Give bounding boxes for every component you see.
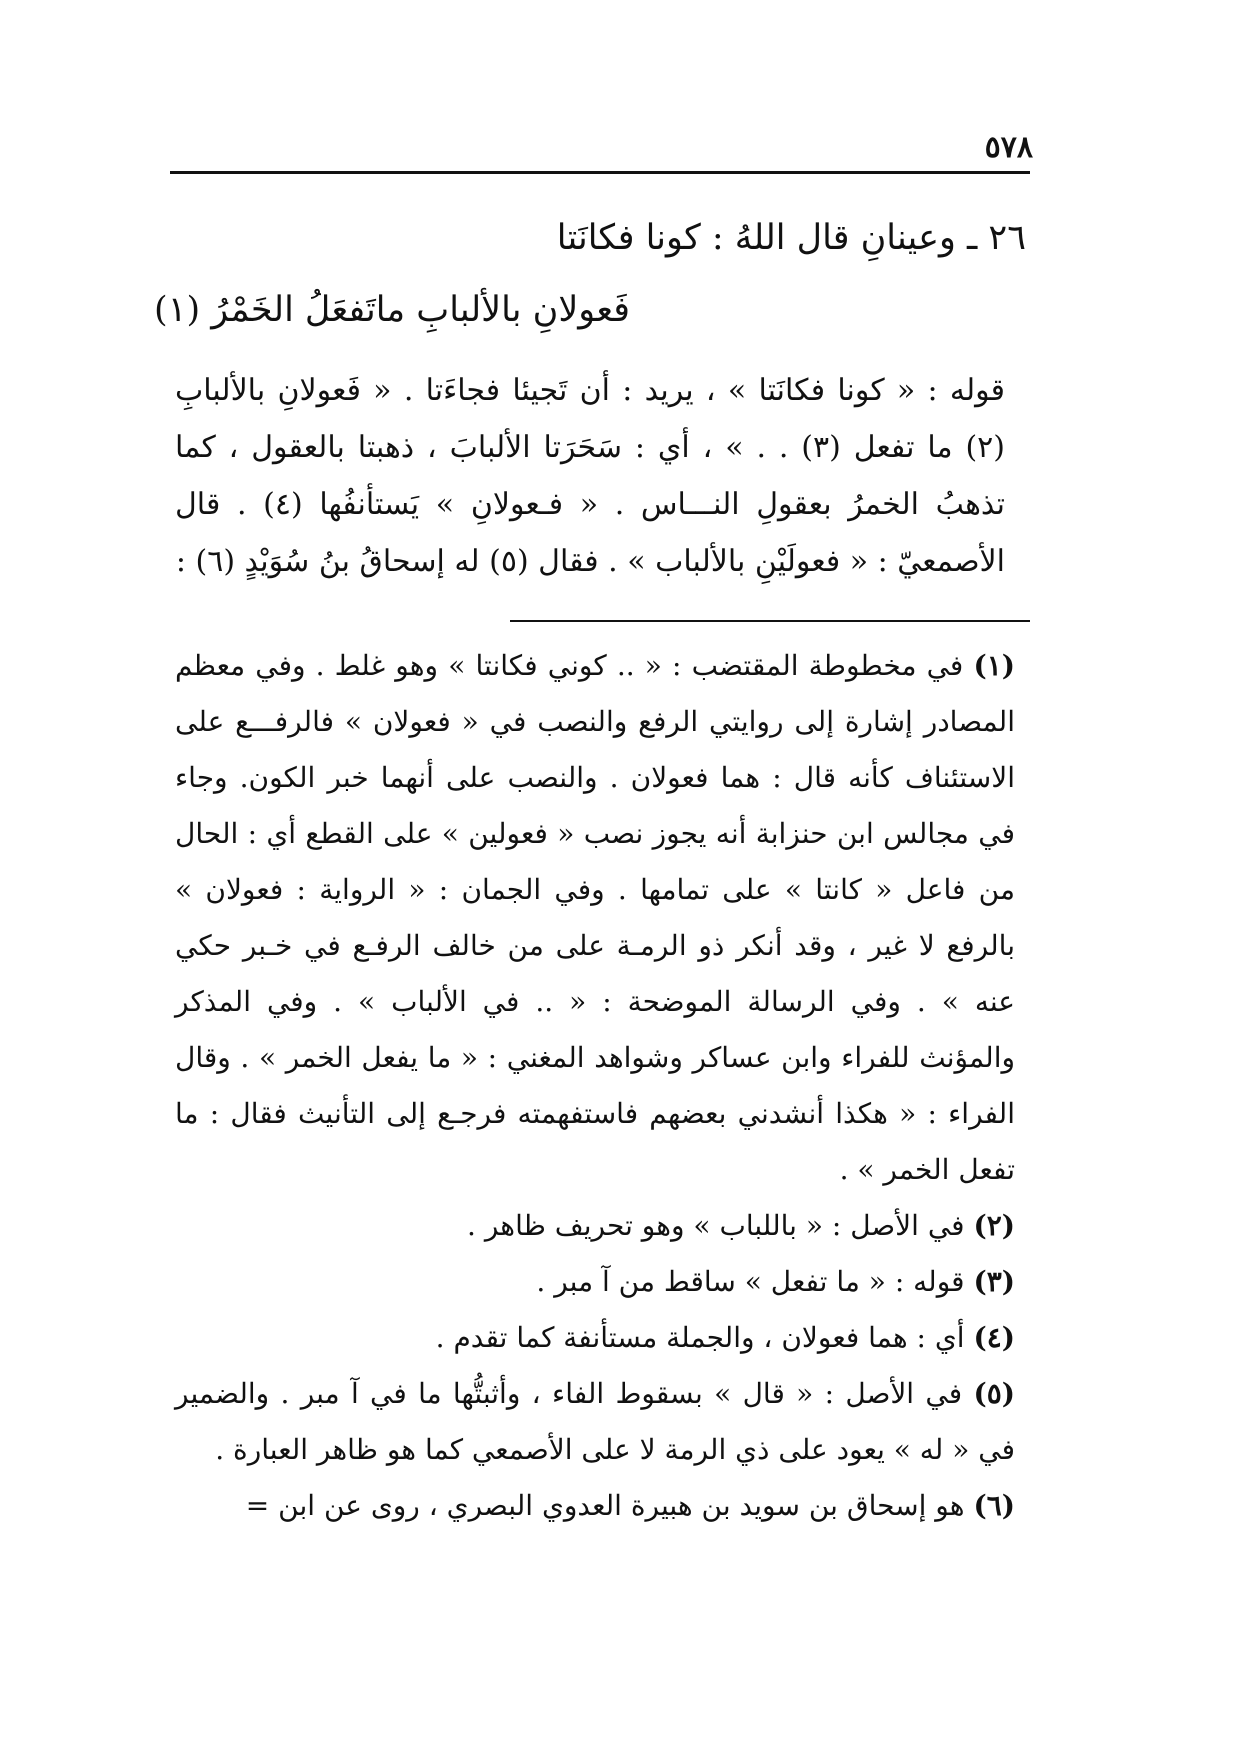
footnote-6 <box>175 1478 1015 1534</box>
footnote-text: في الأصل : « قال » بسقوط الفاء ، وأثبتُّها ما في آ مبر . والضمير في « له » يعود على ذي الرمة لا على الأصمعي كما هو ظاهر العبارة . <box>175 1377 1015 1466</box>
footnotes-rule <box>510 620 1030 622</box>
footnote-2 <box>175 1198 1015 1254</box>
footnote-number: (٢) <box>973 1209 1015 1242</box>
footnote-number: (٥) <box>973 1377 1016 1410</box>
page-number: ٥٧٨ <box>984 130 1033 165</box>
header-rule <box>170 171 1030 174</box>
footnote-text: في الأصل : « باللباب » وهو تحريف ظاهر . <box>467 1209 965 1242</box>
footnote-5 <box>175 1366 1015 1478</box>
footnote-text: في مخطوطة المقتضب : « .. كوني فكانتا » وهو غلط . وفي معظم المصادر إشارة إلى روايتي الرفع والنصب في « فعولان » فالرفـــع على الاستئناف كأنه قال : هما فعولان . والنصب على أنهما خبر الكون. وجاء في مجالس ابن حنزابة أنه يجوز نصب « فعولين » على القطع أي : الحال من فاعل « كانتا » على تمامها . وفي الجمان : « الرواية : فعولان » بالرفع لا غير ، وقد أنكر ذو الرمـة على من خالف الرفـع في خـبر حكي عنه » . وفي الرسالة الموضحة : « .. في الألباب » . وفي المذكر والمؤنث للفراء وابن عساكر وشواهد المغني : « ما يفعل الخمر » . وقال الفراء : « هكذا أنشدني بعضهم فاستفهمته فرجـع إلى التأنيث فقال : ما تفعل الخمر » . <box>175 649 1015 1186</box>
footnote-1 <box>175 638 1015 1198</box>
footnote-text: قوله : « ما تفعل » ساقط من آ مبر . <box>536 1265 965 1298</box>
verse-line-2: فَعولانِ بالألبابِ ماتَفعَلُ الخَمْرُ (١) <box>154 290 630 330</box>
footnote-number: (٣) <box>973 1265 1015 1298</box>
verse-line-1: ٢٦ ـ وعينانِ قال اللهُ : كونا فكانَتا <box>556 218 1026 258</box>
footnote-text: أي : هما فعولان ، والجملة مستأنفة كما تقدم . <box>435 1321 965 1354</box>
footnote-text: هو إسحاق بن سويد بن هبيرة العدوي البصري ، روى عن ابن = <box>245 1489 965 1522</box>
footnote-number: (٤) <box>973 1321 1015 1354</box>
footnotes <box>175 638 1015 1534</box>
footnote-4 <box>175 1310 1015 1366</box>
footnote-number: (٦) <box>973 1489 1015 1522</box>
footnote-3 <box>175 1254 1015 1310</box>
commentary-paragraph: قوله : « كونا فكانَتا » ، يريد : أن تَجيئا فجاءَتا . « فَعولانِ بالألبابِ (٢) ما تفعل (٣) . . » ، أي : سَحَرَتا الألبابَ ، ذهبتا بالعقول ، كما تذهبُ الخمرُ بعقولِ النـــاس . « فـعولانِ » يَستأنفُها (٤) . قال الأصمعيّ : « فعولَيْنِ بالألباب » . فقال (٥) له إسحاقُ بنُ سُوَيْدٍ (٦) : <box>175 373 1005 579</box>
footnote-number: (١) <box>973 649 1015 682</box>
